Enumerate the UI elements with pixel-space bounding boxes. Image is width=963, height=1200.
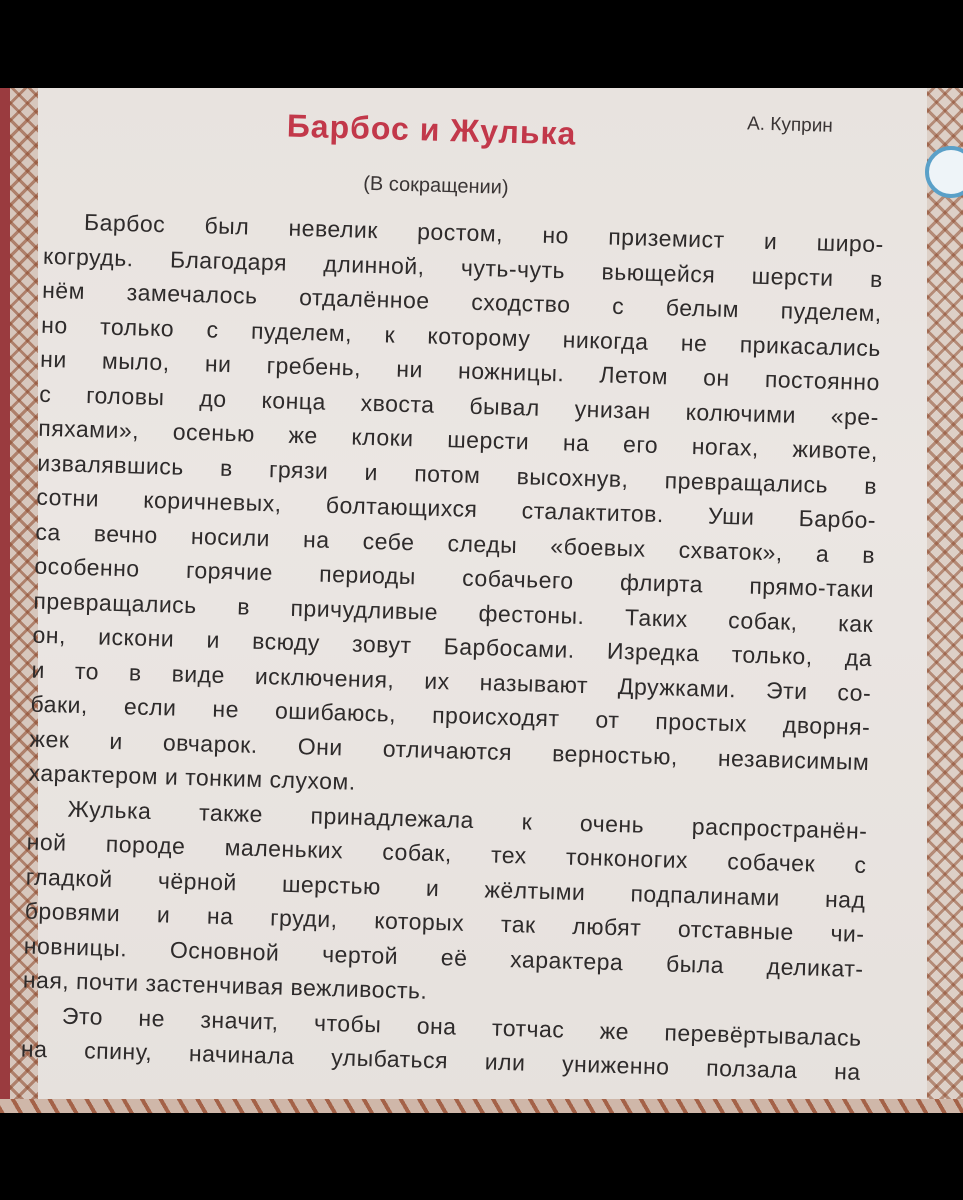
text-word: пяхами»,: [37, 414, 140, 444]
text-word: чуть-чуть: [460, 253, 566, 283]
text-word: от: [595, 706, 620, 734]
text-word: сходство: [470, 288, 571, 318]
text-word: маленьких: [224, 834, 344, 864]
text-word: но: [542, 221, 570, 249]
text-word: слухом.: [269, 766, 357, 795]
text-word: постоянно: [764, 365, 881, 396]
text-word: в: [862, 541, 876, 568]
text-word: принадлежала: [310, 801, 475, 833]
text-word: гребень,: [266, 352, 362, 381]
text-word: перевёртывалась: [664, 1018, 862, 1051]
text-word: тотчас: [491, 1014, 565, 1043]
text-word: застенчивая: [145, 969, 291, 1000]
text-word: ни: [39, 345, 68, 373]
text-word: унизан: [574, 395, 652, 424]
text-word: как: [837, 609, 874, 637]
text-word: ошибаюсь,: [274, 697, 397, 727]
text-word: собачьего: [461, 564, 575, 594]
text-word: Жулька: [67, 795, 152, 824]
text-word: «ре-: [830, 402, 880, 430]
text-word: к: [384, 320, 396, 348]
text-word: головы: [85, 381, 165, 410]
text-word: всюду: [251, 627, 321, 656]
text-word: её: [440, 943, 468, 971]
text-word: превращались: [664, 466, 829, 498]
book-spine-edge: [0, 88, 10, 1113]
text-word: к: [521, 807, 533, 835]
text-word: подпалинами: [630, 879, 781, 911]
text-word: причудливые: [290, 594, 439, 625]
text-word: и: [425, 874, 440, 901]
text-word: ростом,: [416, 218, 504, 247]
text-word: ползала: [705, 1054, 798, 1084]
text-word: Барбосами.: [443, 633, 576, 663]
text-word: шерсти: [446, 426, 530, 455]
text-word: их: [424, 667, 451, 694]
text-word: в: [128, 658, 143, 686]
text-word: Барбос: [83, 208, 166, 238]
text-word: любят: [572, 912, 642, 941]
text-word: замечалось: [126, 279, 258, 309]
text-word: она: [416, 1012, 457, 1040]
text-word: вечно: [93, 519, 159, 548]
text-word: со-: [837, 678, 872, 706]
text-word: и: [109, 727, 124, 754]
text-word: колючими: [685, 398, 797, 428]
text-word: деликат-: [766, 952, 864, 982]
text-word: флирта: [619, 569, 704, 598]
text-word: характера: [509, 945, 624, 975]
text-word: периоды: [318, 560, 417, 590]
text-word: чёрной: [157, 866, 238, 895]
text-word: сотни: [36, 483, 100, 512]
text-word: ная,: [22, 966, 77, 994]
text-word: над: [824, 885, 866, 913]
text-word: бывал: [469, 392, 541, 421]
text-word: невелик: [288, 214, 379, 244]
text-word: ни: [395, 355, 424, 383]
text-word: на: [20, 1035, 48, 1063]
text-word: была: [665, 949, 725, 978]
text-word: спину,: [83, 1037, 153, 1066]
text-word: широ-: [816, 229, 885, 258]
text-word: овчарок.: [162, 728, 259, 758]
text-word: не: [138, 1004, 166, 1031]
text-word: на: [206, 902, 234, 930]
text-word: мыло,: [101, 347, 171, 376]
text-word: сталактитов.: [521, 497, 665, 528]
text-word: потом: [413, 459, 481, 488]
text-word: и: [364, 458, 379, 485]
text-word: жёлтыми: [484, 875, 586, 905]
text-word: отдалённое: [298, 283, 430, 314]
text-word: приземист: [607, 223, 725, 253]
text-word: тонконогих: [565, 843, 689, 874]
text-word: собак,: [382, 838, 453, 867]
text-word: баки,: [30, 690, 89, 719]
text-word: зовут: [351, 630, 412, 659]
text-word: са: [35, 518, 62, 545]
text-word: с: [611, 292, 625, 320]
text-word: белым: [665, 294, 740, 323]
text-word: никогда: [562, 325, 649, 355]
text-word: чи-: [830, 920, 865, 947]
text-word: «боевых: [550, 532, 647, 562]
text-word: виде: [171, 660, 226, 688]
text-word: на: [562, 429, 590, 457]
text-word: же: [599, 1017, 630, 1044]
text-word: ногах,: [691, 432, 760, 461]
text-word: если: [123, 693, 177, 721]
right-ornament-border: [927, 88, 963, 1113]
text-word: же: [288, 421, 319, 449]
text-word: прямо-таки: [749, 572, 875, 603]
text-word: только,: [731, 641, 814, 670]
text-word: да: [844, 644, 873, 672]
text-word: Летом: [599, 361, 669, 390]
text-word: с: [206, 315, 220, 343]
text-word: коричневых,: [142, 486, 282, 517]
text-word: тонким: [184, 763, 270, 793]
text-word: гладкой: [25, 863, 114, 892]
text-word: Дружками.: [617, 672, 737, 702]
text-word: ни: [204, 350, 232, 378]
text-word: называют: [479, 668, 589, 698]
text-word: носили: [190, 522, 271, 551]
text-word: извалявшись: [37, 449, 185, 480]
text-word: и: [206, 626, 221, 653]
text-word: был: [204, 212, 250, 240]
text-word: дворня-: [782, 711, 871, 741]
text-word: Благодаря: [169, 245, 288, 276]
text-word: осенью: [172, 418, 256, 447]
text-word: чертой: [321, 940, 399, 969]
text-word: верностью,: [551, 739, 679, 770]
text-word: прикасались: [739, 330, 882, 361]
text-word: Таких: [624, 603, 689, 632]
text-word: чтобы: [313, 1009, 382, 1038]
text-word: которому: [427, 322, 531, 351]
page-content: [20, 88, 918, 1105]
text-word: животе,: [792, 435, 879, 465]
text-word: груди,: [269, 904, 338, 933]
text-word: фестоны.: [478, 599, 585, 629]
text-word: а: [815, 539, 830, 567]
text-word: которых: [373, 907, 465, 936]
text-word: искони: [97, 623, 175, 652]
text-word: или: [484, 1048, 526, 1076]
text-word: исключения,: [254, 662, 395, 693]
text-word: начинала: [188, 1040, 295, 1070]
text-word: ножницы.: [457, 357, 565, 387]
text-word: Это: [61, 1002, 104, 1030]
text-word: Уши: [707, 502, 755, 530]
text-word: униженно: [561, 1050, 670, 1080]
text-word: не: [680, 329, 708, 356]
text-word: отставные: [677, 915, 795, 946]
author-name: А. Куприн: [746, 113, 834, 137]
text-word: болтающихся: [325, 491, 478, 523]
text-word: ной: [26, 828, 67, 856]
text-word: нём: [41, 276, 86, 304]
text-word: значит,: [200, 1005, 280, 1035]
text-word: вьющейся: [601, 257, 716, 288]
text-word: когрудь.: [42, 242, 135, 271]
text-word: шерсти: [751, 262, 834, 291]
text-word: улыбаться: [330, 1044, 449, 1074]
text-word: независимым: [717, 744, 870, 775]
text-word: хвоста: [360, 389, 435, 418]
text-word: бровями: [24, 897, 121, 927]
text-word: до: [199, 384, 228, 412]
text-word: и: [31, 656, 46, 683]
text-word: Барбо-: [798, 504, 877, 534]
text-word: не: [212, 695, 240, 723]
text-word: жек: [29, 725, 70, 753]
text-word: и: [164, 763, 186, 790]
text-word: схваток»,: [678, 536, 784, 566]
text-word: то: [74, 657, 100, 685]
text-word: и: [763, 227, 778, 255]
text-word: тех: [490, 841, 528, 869]
text-word: он,: [32, 621, 67, 649]
text-word: пуделем,: [250, 317, 353, 346]
text-word: собак,: [727, 606, 799, 635]
text-word: Основной: [169, 936, 280, 966]
text-word: Изредка: [606, 637, 700, 667]
text-word: вежливость.: [290, 973, 428, 1004]
text-word: клоки: [351, 423, 414, 452]
text-word: и: [156, 901, 171, 928]
text-word: он: [702, 364, 731, 391]
text-word: в: [219, 454, 234, 481]
text-word: так: [500, 910, 537, 938]
text-word: длинной,: [323, 250, 425, 279]
text-word: на: [833, 1058, 862, 1085]
text-word: Эти: [765, 676, 808, 704]
text-word: горячие: [185, 556, 274, 586]
text-word: себе: [362, 527, 415, 555]
text-word: очень: [579, 809, 645, 838]
text-word: шерстью: [281, 870, 382, 899]
text-word: но: [40, 311, 69, 338]
text-word: собачек: [726, 848, 816, 877]
book-page-photo: [0, 88, 963, 1113]
text-word: превращались: [33, 587, 198, 618]
text-word: также: [198, 798, 264, 827]
text-word: распространён-: [691, 812, 868, 844]
page-subtitle: (В сокращении): [362, 172, 509, 199]
text-word: в: [869, 265, 884, 292]
text-word: породе: [105, 830, 186, 859]
text-word: только: [99, 312, 175, 341]
text-word: с: [854, 851, 867, 879]
text-word: происходят: [431, 701, 560, 732]
text-word: почти: [75, 967, 146, 996]
text-word: в: [863, 472, 878, 499]
text-word: пуделем,: [780, 297, 883, 327]
text-word: в: [236, 592, 251, 620]
text-word: особенно: [34, 552, 141, 582]
text-word: следы: [447, 529, 518, 558]
page-title: Барбос и Жулька: [286, 107, 577, 152]
text-word: на: [302, 525, 330, 553]
text-word: его: [622, 431, 659, 459]
text-word: грязи: [268, 455, 329, 484]
story-text: [21, 204, 885, 1090]
text-word: с: [38, 380, 52, 407]
text-word: конца: [261, 386, 327, 415]
text-word: высохнув,: [516, 462, 629, 492]
text-word: отличаются: [382, 734, 513, 765]
text-word: Они: [297, 732, 344, 760]
text-word: характером: [28, 759, 166, 790]
text-word: новницы.: [23, 932, 128, 961]
text-word: простых: [655, 708, 748, 737]
